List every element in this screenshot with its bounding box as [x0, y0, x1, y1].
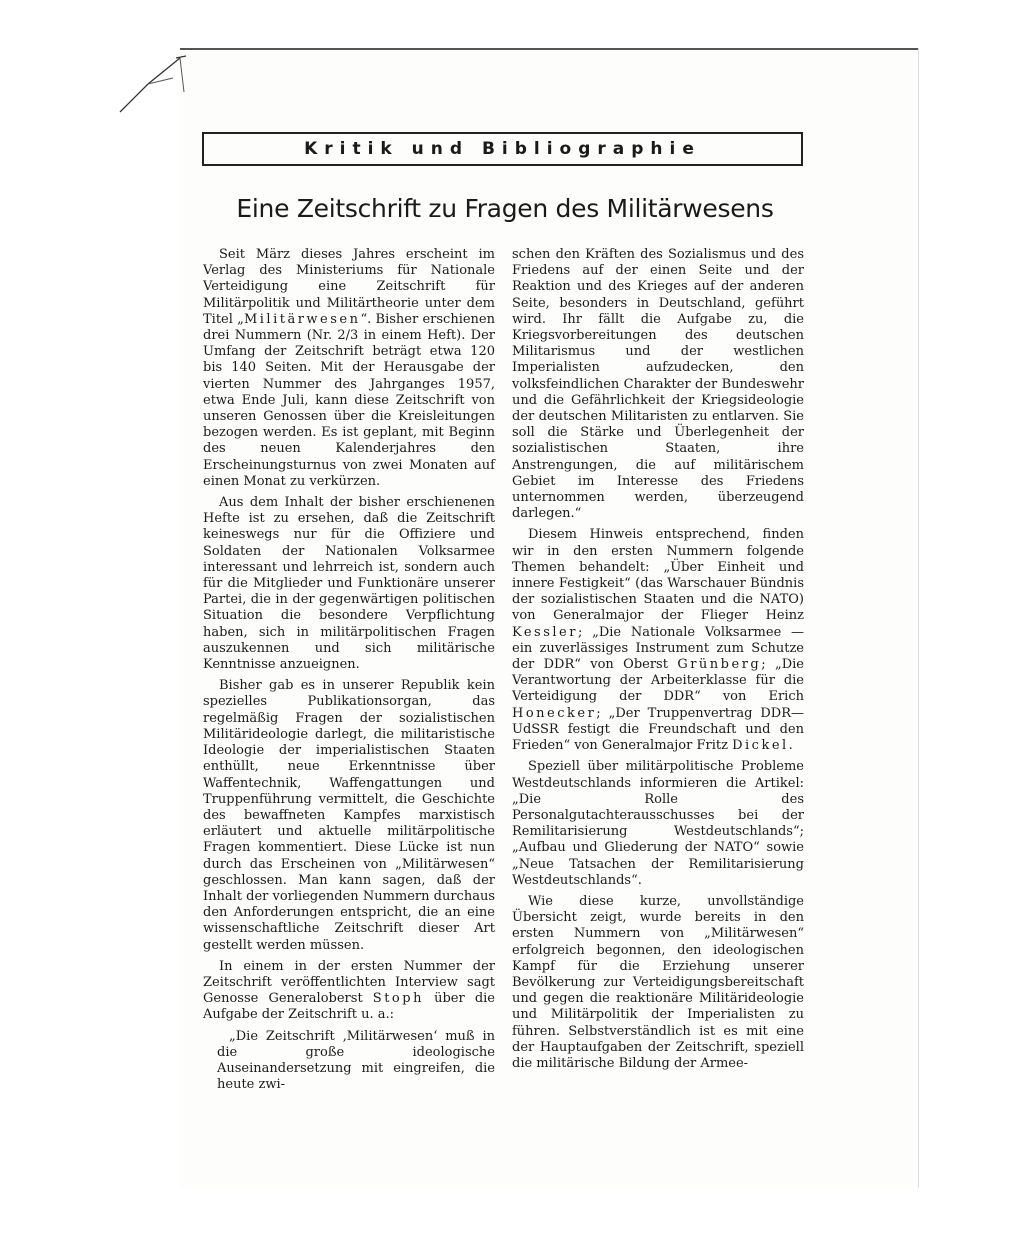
text-run: . — [788, 738, 793, 754]
text-run: Speziell über militärpolitische Probleme Westdeutschlands informieren die Artikel: „Die Rolle des Personalgutachterausschusses bei der Remilitarisierung Westdeutschlands“; „Aufbau und Gliederung der NATO“ sowie „Neue Tatsachen der Remilitarisierung Westdeutschlands“. — [512, 759, 804, 888]
article-column-left — [203, 247, 495, 1098]
article-paragraph — [512, 247, 804, 522]
text-run: ; „Die Verantwortung der Arbeiterklasse für die Verteidigung der DDR“ von Erich — [512, 657, 804, 705]
text-run: über die Aufgabe der Zeitschrift u. a.: — [203, 991, 495, 1023]
text-run: „Die Zeitschrift ‚Militärwesen‘ muß in die große ideologische Auseinandersetzung mit eingreifen, die heute zwi- — [217, 1028, 495, 1093]
spaced-name: Dickel — [732, 738, 789, 754]
article-paragraph — [203, 959, 495, 1024]
text-run: Bisher gab es in unserer Republik kein spezielles Publikationsorgan, das regelmäßig Fragen der sozialistischen Militärideologie darlegt, die militaristische Ideologie der imperialistischen Staaten enthüllt, neue Erkenntnisse über Waffentechnik, Waffengattungen und Truppenführung vermittelt, die Geschichte des bewaffneten Kampfes marxistisch erläutert und aktuelle militärpolitische Fragen kommentiert. Diese Lücke ist nun durch das Erscheinen von „Militärwesen“ geschlossen. Man kann sagen, daß der Inhalt der vorliegenden Nummern durchaus den Anforderungen entspricht, die an eine wissenschaftliche Zeitschrift dieser Art gestellt werden müssen. — [203, 678, 495, 953]
text-run: ; „Die Nationale Volksarmee — ein zuverlässiges Instrument zum Schutze der DDR“ von Oberst — [512, 624, 804, 673]
article-paragraph — [217, 1029, 495, 1094]
spaced-name: Stoph — [372, 991, 424, 1007]
text-run: Aus dem Inhalt der bisher erschienenen Hefte ist zu ersehen, daß die Zeitschrift keineswegs nur für die Offiziere und Soldaten der Nationalen Volksarmee interessant und lehrreich ist, sondern auch für die Mitglieder und Funktionäre unserer Partei, die in der gegenwärtigen politischen Situation die besondere Verpflichtung haben, sich in militärpolitischen Fragen auszukennen und sich militärische Kenntnisse anzueignen. — [203, 495, 495, 673]
folded-corner-mark — [118, 54, 188, 114]
text-run: Wie diese kurze, unvollständige Übersicht zeigt, wurde bereits in den ersten Nummern von „Militärwesen“ erfolgreich begonnen, den ideologischen Kampf für die Erziehung unserer Bevölkerung zur Verteidigungsbereitschaft und gegen die reaktionäre Militärideologie und Militärpolitik der Imperialisten zu führen. Selbstverständlich ist es mit eine der Hauptaufgaben der Zeitschrift, speziell die militärische Bildung der Armee- — [512, 893, 804, 1071]
article-paragraph — [203, 678, 495, 953]
text-run: Seit März dieses Jahres erscheint im Verlag des Ministeriums für Nationale Verteidigung eine Zeitschrift für Militärpolitik und Militärtheorie unter dem Titel „ — [203, 247, 495, 327]
article-paragraph — [512, 894, 804, 1072]
article-paragraph — [512, 527, 804, 754]
spaced-name: Kessler — [512, 624, 578, 640]
article-title: Eine Zeitschrift zu Fragen des Militärwesens — [236, 194, 774, 223]
section-label: Kritik und Bibliographie — [304, 139, 701, 159]
text-run: Diesem Hinweis entsprechend, finden wir in den ersten Nummern folgende Themen behandelt: „Über Einheit und innere Festigkeit“ (das Warschauer Bündnis der sozialistischen Staaten und die NATO) von Generalmajor der Flieger Heinz — [512, 527, 804, 624]
article-paragraph — [512, 759, 804, 889]
section-header-box — [202, 132, 803, 166]
spaced-name: Honecker — [512, 705, 597, 721]
article-paragraph — [203, 247, 495, 490]
spaced-name: Grünberg — [677, 657, 762, 673]
article-paragraph — [203, 495, 495, 673]
text-run: ; „Der Truppenvertrag DDR—UdSSR festigt die Freundschaft und den Frieden“ von Generalmajor Fritz — [512, 705, 804, 754]
text-run: “. Bisher erschienen drei Nummern (Nr. 2/3 in einem Heft). Der Umfang der Zeitschrift beträgt etwa 120 bis 140 Seiten. Mit der Herausgabe der vierten Nummer des Jahrganges 1957, etwa Ende Juli, kann diese Zeitschrift von unseren Genossen über die Kreisleitungen bezogen werden. Es ist geplant, mit Beginn des neuen Kalenderjahres den Erscheinungsturnus von zwei Monaten auf einen Monat zu verkürzen. — [203, 311, 495, 489]
spaced-name: Militärwesen — [243, 311, 361, 327]
text-run: In einem in der ersten Nummer der Zeitschrift veröffentlichten Interview sagt Genosse Generaloberst — [203, 958, 495, 1007]
article-column-right — [512, 247, 804, 1077]
text-run: schen den Kräften des Sozialismus und des Friedens auf der einen Seite und der Reaktion und des Krieges auf der anderen Seite, besonders in Deutschland, geführt wird. Ihr fällt die Aufgabe zu, die Kriegsvorbereitungen des deutschen Militarismus und der westlichen Imperialisten aufzudecken, den volksfeindlichen Charakter der Bundeswehr und die Gefährlichkeit der Kriegsideologie der deutschen Militaristen zu entlarven. Sie soll die Stärke und Überlegenheit der sozialistischen Staaten, ihre Anstrengungen, die auf militärischem Gebiet im Interesse des Friedens unternommen werden, überzeugend darlegen.“ — [512, 247, 804, 522]
